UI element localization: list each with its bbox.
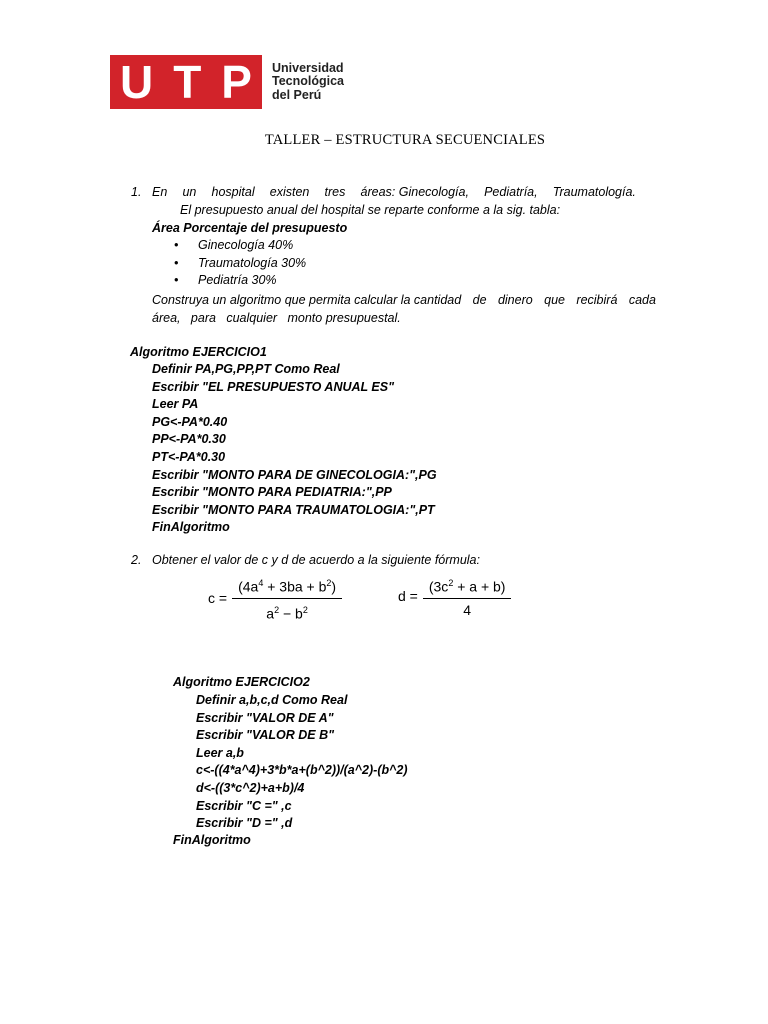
utp-logo [110, 55, 344, 109]
ex1-word: un [182, 185, 197, 199]
ex1-word: hospital [211, 185, 255, 199]
code-line: Escribir "EL PRESUPUESTO ANUAL ES" [152, 379, 395, 394]
algo2-body [196, 692, 408, 833]
list-item [174, 237, 306, 255]
logo-letter-p: P [221, 56, 252, 108]
code-line: PP<-PA*0.30 [152, 432, 226, 447]
ex1-task-word: cada [628, 293, 656, 307]
ex1-task-word: de [472, 293, 487, 307]
list-item-text: Traumatología 30% [198, 255, 307, 270]
code-line: Escribir "VALOR DE A" [196, 710, 334, 725]
ex1-intro-line1 [152, 184, 636, 202]
logo-wordmark [272, 62, 344, 103]
ex1-task-word: que [544, 293, 565, 307]
code-line: Definir a,b,c,d Como Real [196, 693, 348, 707]
ex1-bullet-list [174, 237, 306, 290]
code-line: FinAlgoritmo [152, 520, 230, 535]
logo-mark [110, 55, 262, 109]
code-line: Escribir "MONTO PARA DE GINECOLOGIA:",PG [152, 467, 437, 482]
code-line: Definir PA,PG,PP,PT Como Real [152, 362, 340, 376]
ex1-intro-line2: El presupuesto anual del hospital se reparte conforme a la sig. tabla: [180, 203, 561, 217]
code-line: d<-((3*c^2)+a+b)/4 [196, 780, 305, 795]
bullet-marker: • [174, 273, 179, 288]
code-line: Leer PA [152, 397, 199, 412]
list-item [174, 272, 306, 290]
algo1-body [152, 361, 437, 537]
code-line: PT<-PA*0.30 [152, 449, 226, 464]
formula-d: d = $\frac{(3c^2 + a + b)}{4}$ [398, 574, 511, 619]
ex2-intro: Obtener el valor de c y d de acuerdo a la siguiente fórmula: [152, 553, 480, 567]
ex1-task-word: recibirá [576, 293, 618, 307]
algo2-end: FinAlgoritmo [173, 833, 251, 847]
ex1-word: tres [324, 185, 346, 199]
list-item [174, 255, 306, 273]
ex1-number: 1. [131, 185, 142, 199]
formula-c: c = $\frac{(4a^4 + 3ba + b^2)}{a^2 - b^2}$ [208, 574, 342, 622]
ex1-word: áreas: Ginecología, [360, 185, 469, 199]
ex2-number: 2. [131, 553, 142, 567]
logo-letter-u: U [119, 56, 154, 108]
logo-line-3: del Perú [272, 87, 322, 102]
code-line: Escribir "MONTO PARA TRAUMATOLOGIA:",PT [152, 502, 435, 517]
code-line: Escribir "MONTO PARA PEDIATRIA:",PP [152, 485, 392, 500]
document-title: TALLER – ESTRUCTURA SECUENCIALES [264, 132, 546, 148]
algo2-header: Algoritmo EJERCICIO2 [173, 675, 310, 689]
logo-line-1: Universidad [272, 60, 344, 75]
list-item-text: Pediatría 30% [198, 273, 277, 288]
list-item-text: Ginecología 40% [198, 238, 294, 252]
code-line: Escribir "D =" ,d [196, 816, 293, 831]
code-line: Leer a,b [196, 745, 244, 760]
ex1-table-header: Área Porcentaje del presupuesto [152, 221, 348, 235]
bullet-marker: • [174, 255, 179, 270]
code-line: Escribir "VALOR DE B" [196, 728, 335, 743]
ex1-word: Traumatología. [552, 185, 636, 199]
ex1-word: Pediatría, [484, 185, 538, 199]
bullet-marker: • [174, 238, 179, 252]
code-line: c<-((4*a^4)+3*b*a+(b^2))/(a^2)-(b^2) [196, 763, 408, 778]
ex1-task-line2: área, para cualquier monto presupuestal. [152, 311, 401, 325]
code-line: PG<-PA*0.40 [152, 414, 228, 429]
ex1-task-line1 [152, 292, 656, 310]
ex1-task-word: Construya un algoritmo que permita calcular la cantidad [152, 293, 462, 307]
ex1-task-word: dinero [497, 293, 533, 307]
logo-line-2: Tecnológica [272, 74, 345, 89]
code-line: Escribir "C =" ,c [196, 798, 292, 813]
algo1-header: Algoritmo EJERCICIO1 [130, 345, 267, 359]
ex1-word: existen [269, 185, 310, 199]
logo-letter-t: T [173, 56, 202, 108]
ex1-word: En [152, 185, 168, 199]
